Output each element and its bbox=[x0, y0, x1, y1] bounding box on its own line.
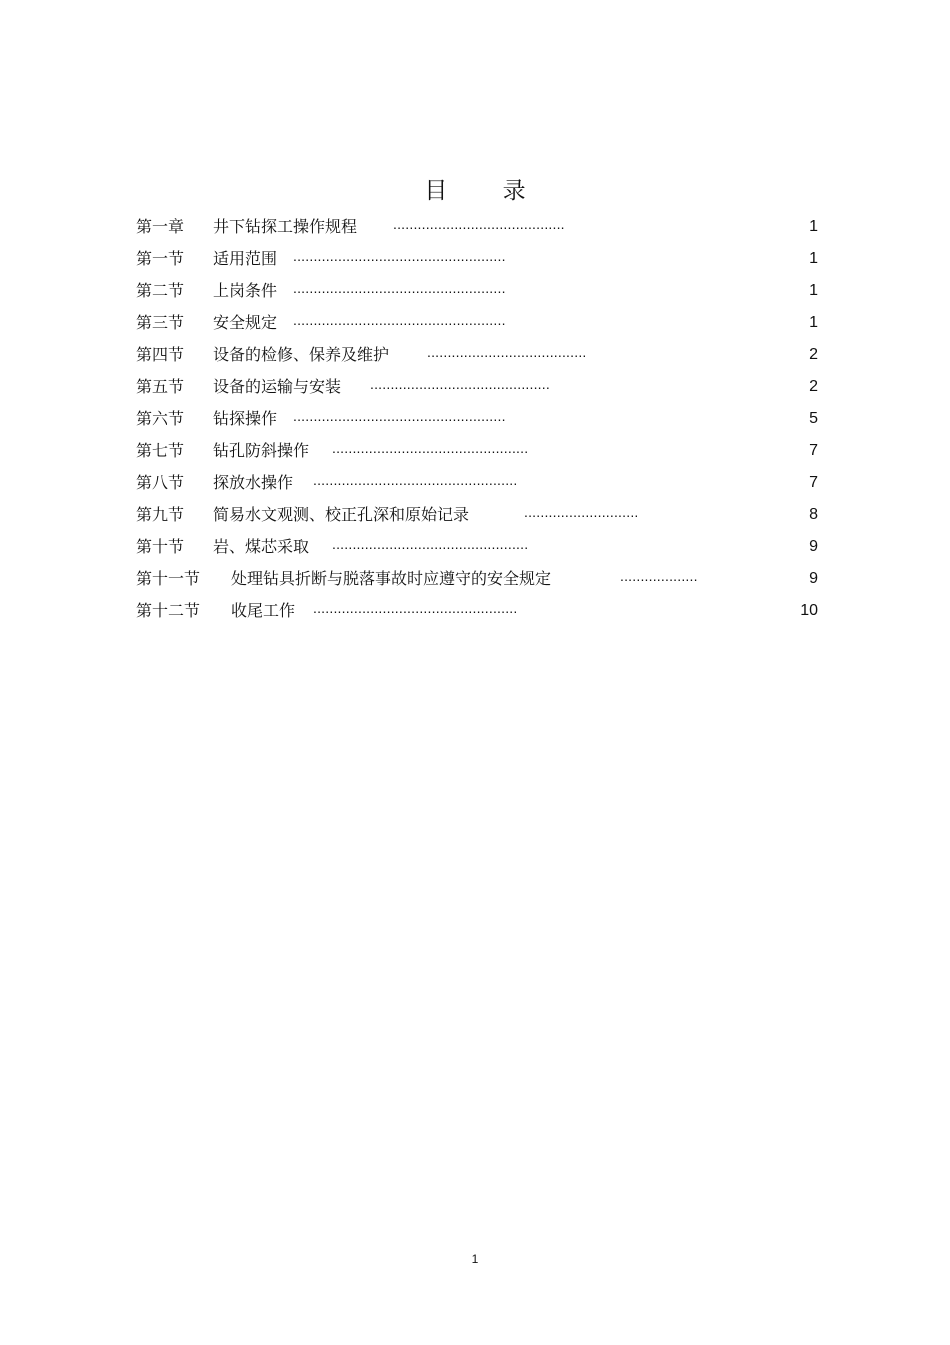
toc-leader-dots: .................................................. bbox=[313, 600, 518, 616]
toc-leader-dots: .................................................. bbox=[313, 472, 518, 488]
toc-entry-title: 处理钻具折断与脱落事故时应遵守的安全规定 bbox=[231, 569, 552, 588]
toc-entry-page: 10 bbox=[800, 602, 818, 619]
toc-entry-page: 1 bbox=[809, 282, 818, 299]
toc-entry bbox=[136, 435, 818, 467]
toc-leader-dots: ................................................ bbox=[332, 536, 529, 552]
toc-leader-dots: .................................................... bbox=[293, 248, 506, 264]
toc-entry-title: 适用范围 bbox=[213, 249, 278, 268]
toc-entry bbox=[136, 467, 818, 499]
toc-entry-page: 9 bbox=[809, 538, 818, 555]
toc-leader-dots: .......................................... bbox=[393, 216, 565, 232]
toc-entry-title: 钻孔防斜操作 bbox=[213, 441, 310, 460]
toc-entry bbox=[136, 371, 818, 403]
toc-leader-dots: .................................................... bbox=[293, 312, 506, 328]
toc-entry-title: 岩、煤芯采取 bbox=[213, 537, 310, 556]
toc-entry-title: 探放水操作 bbox=[213, 473, 294, 492]
toc-entry-number: 第十一节 bbox=[136, 569, 201, 588]
toc-entry-number: 第一节 bbox=[136, 249, 185, 268]
toc-entry-title: 上岗条件 bbox=[213, 281, 278, 300]
toc-leader-dots: ....................................... bbox=[427, 344, 587, 360]
toc-entry-title: 设备的运输与安装 bbox=[213, 377, 342, 396]
toc-entry-page: 2 bbox=[809, 346, 818, 363]
toc-entry-number: 第十节 bbox=[136, 537, 185, 556]
toc-entry-page: 7 bbox=[809, 442, 818, 459]
toc-entry-page: 2 bbox=[809, 378, 818, 395]
toc-entry-title: 设备的检修、保养及维护 bbox=[213, 345, 390, 364]
toc-entry-page: 5 bbox=[809, 410, 818, 427]
toc-list bbox=[136, 211, 818, 627]
toc-entry bbox=[136, 563, 818, 595]
toc-leader-dots: .................................................... bbox=[293, 408, 506, 424]
toc-entry bbox=[136, 243, 818, 275]
toc-entry bbox=[136, 275, 818, 307]
toc-entry-title: 钻探操作 bbox=[213, 409, 278, 428]
toc-entry-number: 第十二节 bbox=[136, 601, 201, 620]
toc-entry bbox=[136, 595, 818, 627]
toc-entry-title: 收尾工作 bbox=[231, 601, 296, 620]
toc-entry-page: 8 bbox=[809, 506, 818, 523]
toc-entry bbox=[136, 339, 818, 371]
toc-leader-dots: ................................................ bbox=[332, 440, 529, 456]
toc-entry-number: 第一章 bbox=[136, 217, 185, 236]
toc-entry-number: 第七节 bbox=[136, 441, 185, 460]
toc-entry-page: 7 bbox=[809, 474, 818, 491]
toc-entry-number: 第九节 bbox=[136, 505, 185, 524]
toc-entry bbox=[136, 211, 818, 243]
toc-leader-dots: ............................................ bbox=[370, 376, 550, 392]
toc-entry bbox=[136, 307, 818, 339]
page-number: 1 bbox=[471, 1252, 479, 1266]
toc-entry-number: 第六节 bbox=[136, 409, 185, 428]
toc-entry-number: 第四节 bbox=[136, 345, 185, 364]
toc-entry-page: 1 bbox=[809, 314, 818, 331]
toc-title: 目 录 bbox=[424, 178, 550, 204]
toc-leader-dots: ................... bbox=[620, 568, 698, 584]
toc-entry bbox=[136, 403, 818, 435]
toc-entry-page: 9 bbox=[809, 570, 818, 587]
toc-entry-title: 安全规定 bbox=[213, 313, 278, 332]
toc-leader-dots: ............................ bbox=[524, 504, 639, 520]
toc-entry-number: 第五节 bbox=[136, 377, 185, 396]
toc-entry-title: 井下钻探工操作规程 bbox=[213, 217, 358, 236]
toc-entry-number: 第三节 bbox=[136, 313, 185, 332]
toc-entry-page: 1 bbox=[809, 218, 818, 235]
toc-entry-number: 第二节 bbox=[136, 281, 185, 300]
toc-entry-title: 简易水文观测、校正孔深和原始记录 bbox=[213, 505, 470, 524]
toc-entry bbox=[136, 499, 818, 531]
toc-entry-page: 1 bbox=[809, 250, 818, 267]
toc-entry-number: 第八节 bbox=[136, 473, 185, 492]
toc-leader-dots: .................................................... bbox=[293, 280, 506, 296]
toc-entry bbox=[136, 531, 818, 563]
